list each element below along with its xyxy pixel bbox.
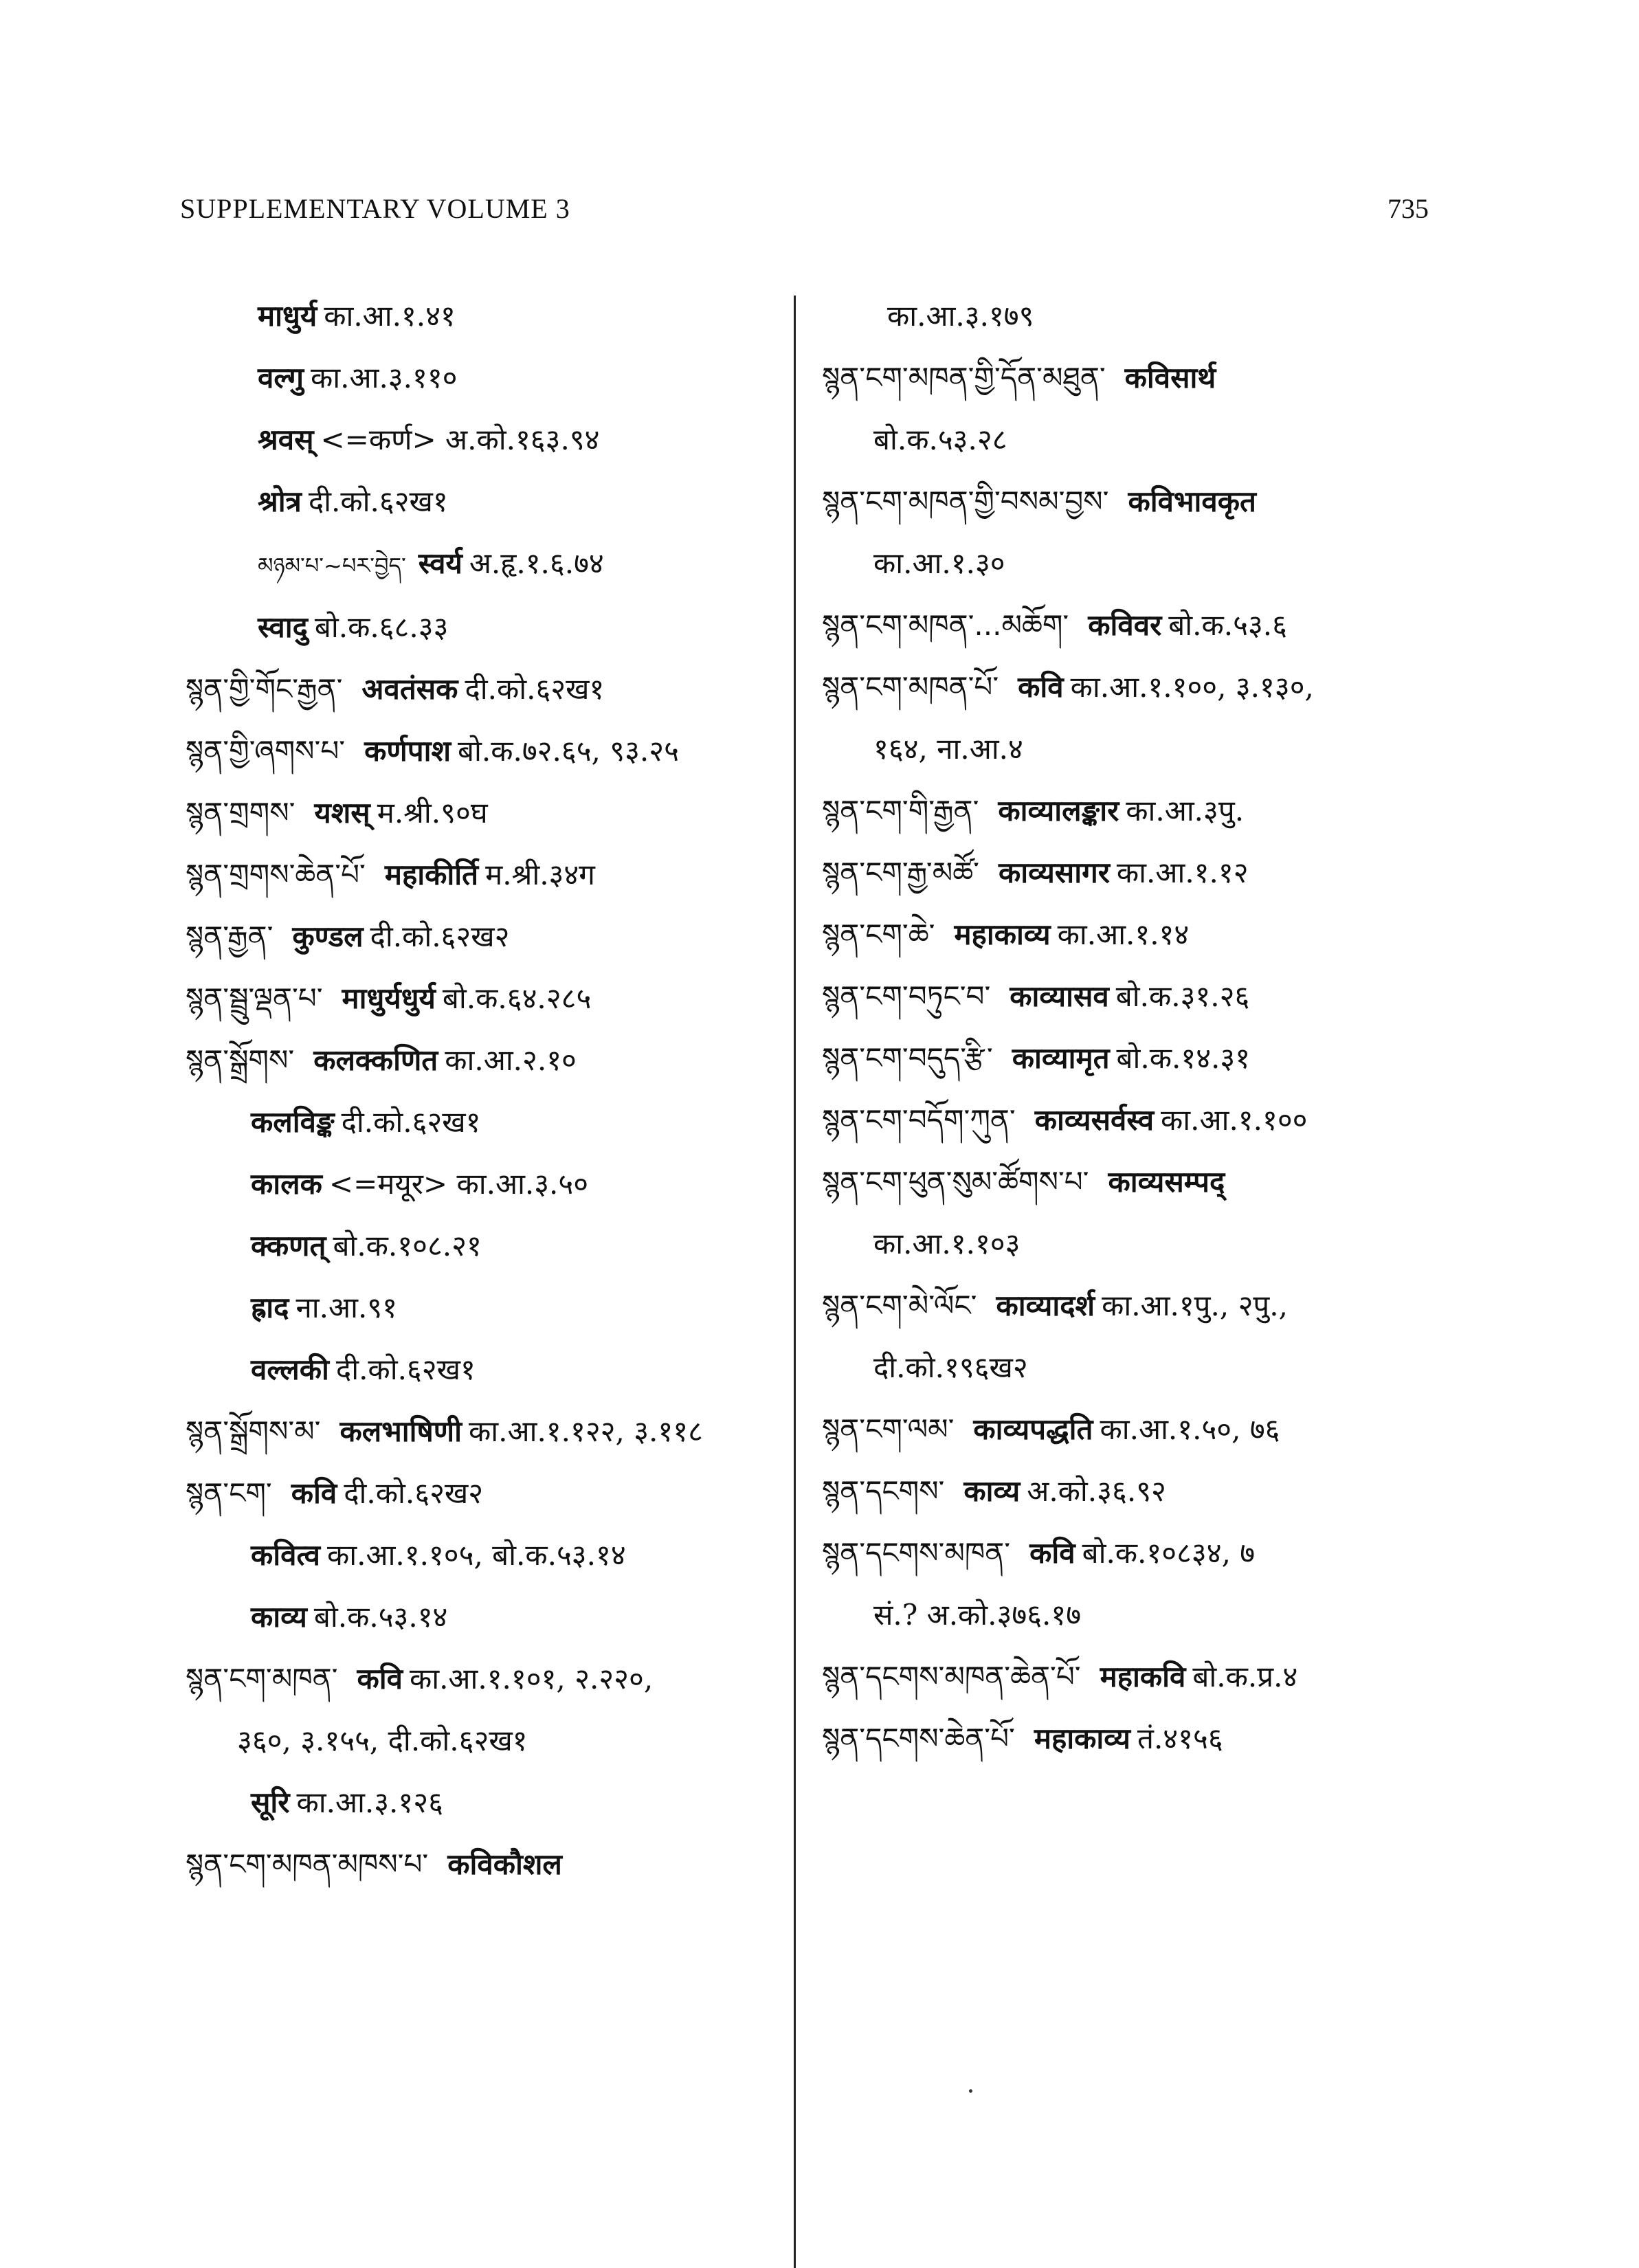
page-number: 735 xyxy=(1387,193,1429,224)
dictionary-entry xyxy=(186,1844,790,1885)
dictionary-entry xyxy=(186,357,790,399)
dictionary-entry xyxy=(822,1161,1440,1265)
tibetan-term: སྙན་གྱི་ཞགས་པ་ xyxy=(186,734,346,768)
sanskrit-headword: काव्य xyxy=(251,1600,307,1634)
dictionary-entry xyxy=(822,1471,1440,1512)
source-reference: बो.क.५३.६ xyxy=(1168,608,1287,642)
source-reference: बो.क.६८.३३ xyxy=(314,610,449,644)
tibetan-term: སྙན་གྲགས་ཆེན་པོ་ xyxy=(186,858,366,891)
dictionary-entry xyxy=(186,1102,790,1143)
source-reference: बो.क.१०८३४, ७ xyxy=(1082,1536,1256,1570)
tibetan-term: སྙན་ངག་བདོག་ཀུན་ xyxy=(822,1103,1016,1137)
source-reference: बो.क.१४.३१ xyxy=(1116,1041,1251,1075)
tibetan-term: སྙན་ངག་ xyxy=(186,1476,272,1510)
source-reference: दी.को.६२ख२ xyxy=(344,1476,484,1510)
reference-continuation: बो.क.५३.२८ xyxy=(873,423,1007,456)
tibetan-term: སྙན་ངག་ལམ་ xyxy=(822,1412,955,1446)
column-divider xyxy=(794,296,796,2268)
reference-continuation: सं.? अ.को.३७६.१७ xyxy=(873,1598,1082,1632)
tibetan-term: སྙན་ངག་མཁན་ xyxy=(186,1662,338,1696)
source-reference: ना.आ.९१ xyxy=(296,1291,397,1324)
dictionary-entry xyxy=(822,1533,1440,1636)
page-header xyxy=(180,192,1429,234)
sanskrit-headword: महाकाव्य xyxy=(954,918,1051,951)
sanskrit-headword: कलक्कणित xyxy=(313,1043,438,1077)
sanskrit-headword: कविवर xyxy=(1088,608,1162,642)
dictionary-entry xyxy=(822,1409,1440,1450)
tibetan-term: སྙན་གྲགས་ xyxy=(186,796,296,830)
sanskrit-headword: अवतंसक xyxy=(361,672,458,706)
scan-speck xyxy=(969,2089,972,2093)
tibetan-term: སྙན་དངགས་ཆེན་པོ་ xyxy=(822,1722,1015,1755)
dictionary-entry xyxy=(186,916,790,957)
source-reference: बो.क.३१.२६ xyxy=(1115,979,1250,1013)
sanskrit-headword: श्रवस् xyxy=(258,423,314,456)
tibetan-term: སྙན་སྒྲོགས་མ་ xyxy=(186,1414,321,1448)
sanskrit-headword: कालक xyxy=(251,1167,322,1201)
dictionary-entry xyxy=(822,667,1440,770)
source-reference: का.आ.१.१०५, बो.क.५३.१४ xyxy=(326,1538,626,1572)
dictionary-entry xyxy=(822,976,1440,1017)
dictionary-entry xyxy=(186,419,790,460)
sanskrit-headword: कुण्डल xyxy=(292,920,364,953)
sanskrit-headword: माधुर्य xyxy=(258,299,317,333)
source-reference: का.आ.१पु., २पु., xyxy=(1102,1289,1288,1322)
reference-continuation: १६४, ना.आ.४ xyxy=(873,732,1023,766)
tibetan-term: སྙན་ངག་རྒྱ་མཚོ་ xyxy=(822,856,979,889)
tibetan-term: སྙན་སྒྲོགས་ xyxy=(186,1043,295,1077)
source-reference: दी.को.६२ख१ xyxy=(341,1105,481,1139)
source-reference: का.आ.३.१२६ xyxy=(296,1786,443,1819)
reference-continuation: का.आ.१.३० xyxy=(873,546,1005,580)
tibetan-term: སྙན་གྱི་གོང་རྒྱན་ xyxy=(186,672,343,706)
dictionary-entry xyxy=(186,1349,790,1390)
reference-continuation: ३६०, ३.१५५, दी.को.६२ख१ xyxy=(237,1724,528,1757)
reference-continuation: का.आ.१.१०३ xyxy=(873,1227,1021,1260)
source-reference: दी.को.६२ख१ xyxy=(308,485,448,518)
sanskrit-headword: काव्यसागर xyxy=(998,856,1110,889)
source-reference: दी.को.६२ख२ xyxy=(370,920,510,953)
dictionary-entry xyxy=(822,1285,1440,1388)
source-reference: का.आ.३.१७९ xyxy=(887,299,1034,333)
source-reference: का.आ.१.१०१, २.२२०, xyxy=(409,1662,654,1696)
tibetan-term: སྙན་ངག་མཁན་མཁས་པ་ xyxy=(186,1847,429,1881)
dictionary-entry xyxy=(822,914,1440,955)
tibetan-term: སྙན་ངག་གི་རྒྱན་ xyxy=(822,794,979,827)
sanskrit-headword: कलविङ्क xyxy=(251,1105,335,1139)
dictionary-entry xyxy=(186,296,790,337)
dictionary-entry xyxy=(186,1535,790,1576)
source-reference: <=मयूर> का.आ.३.५० xyxy=(328,1167,589,1201)
dictionary-entry xyxy=(186,481,790,522)
source-reference: का.आ.१.४१ xyxy=(324,299,456,333)
tibetan-term: སྙན་ངག་ཕུན་སུམ་ཚོགས་པ་ xyxy=(822,1165,1089,1199)
source-reference: का.आ.१.५०, ७६ xyxy=(1100,1412,1280,1446)
source-reference: बो.क.१०८.२१ xyxy=(333,1229,482,1263)
sanskrit-headword: श्रोत्र xyxy=(258,485,302,518)
dictionary-entry xyxy=(186,1287,790,1328)
sanskrit-headword: कवि xyxy=(1029,1536,1075,1570)
source-reference: म.श्री.९०घ xyxy=(377,796,488,830)
sanskrit-headword: काव्यपद्धति xyxy=(973,1412,1093,1446)
tibetan-term: སྙན་རྒྱན་ xyxy=(186,920,274,953)
sanskrit-headword: काव्य xyxy=(963,1474,1021,1508)
dictionary-entry xyxy=(822,1718,1440,1759)
sanskrit-headword: कवि xyxy=(357,1662,403,1696)
sanskrit-headword: स्वर्य xyxy=(418,546,462,580)
source-reference: तं.४१५६ xyxy=(1137,1722,1223,1755)
dictionary-entry xyxy=(822,852,1440,893)
source-reference: दी.को.६२ख१ xyxy=(335,1353,476,1386)
sanskrit-headword: काव्यामृत xyxy=(1012,1041,1110,1075)
sanskrit-headword: कविभावकृत xyxy=(1128,485,1256,518)
source-reference: दी.को.६२ख१ xyxy=(465,672,605,706)
tibetan-term: སྙན་ངག་མཁན་པོ་ xyxy=(822,670,999,704)
source-reference: बो.क.७२.६५, ९३.२५ xyxy=(458,734,679,768)
dictionary-entry xyxy=(186,1658,790,1761)
sanskrit-headword: काव्यादर्श xyxy=(996,1289,1095,1322)
source-reference: का.आ.१.१००, ३.१३०, xyxy=(1070,670,1314,704)
dictionary-entry xyxy=(186,1597,790,1638)
source-reference: का.आ.१.१२२, ३.११८ xyxy=(469,1414,703,1448)
sanskrit-headword: वल्लकी xyxy=(251,1353,329,1386)
left-column xyxy=(186,296,790,1906)
tibetan-term: སྙན་དངགས་ xyxy=(822,1474,945,1508)
sanskrit-headword: काव्यालङ्कार xyxy=(998,794,1119,827)
sanskrit-headword: महाकाव्य xyxy=(1034,1722,1131,1755)
dictionary-entry xyxy=(186,792,790,834)
tibetan-term: སྙན་དངགས་མཁན་ xyxy=(822,1536,1011,1570)
tibetan-term: སྙན་ངག་མཁན་གྱི་བསམ་བྱས་ xyxy=(822,485,1109,518)
right-column xyxy=(822,296,1440,1780)
dictionary-entry xyxy=(822,605,1440,646)
sanskrit-headword: महाकीर्ति xyxy=(384,858,479,891)
source-reference: का.आ.३.११० xyxy=(311,361,458,394)
tibetan-term: སྙན་ངག་མཁན་གྱི་དོན་མཐུན་ xyxy=(822,361,1106,394)
sanskrit-headword: कवि xyxy=(1018,670,1064,704)
sanskrit-headword: माधुर्यधुर्य xyxy=(342,981,436,1015)
dictionary-entry xyxy=(186,607,790,648)
sanskrit-headword: कविकौशल xyxy=(447,1847,562,1881)
sanskrit-headword: महाकवि xyxy=(1100,1660,1186,1693)
tibetan-term: སྙན་ངག་ཆེ་ xyxy=(822,918,935,951)
dictionary-entry xyxy=(186,1225,790,1267)
source-reference: का.आ.१.१४ xyxy=(1057,918,1190,951)
source-reference: का.आ.३पु. xyxy=(1126,794,1245,827)
source-reference: बो.क.६४.२८५ xyxy=(442,981,592,1015)
dictionary-entry xyxy=(186,1782,790,1823)
source-reference: का.आ.२.१० xyxy=(445,1043,577,1077)
reference-continuation: दी.को.१९६ख२ xyxy=(873,1350,1028,1384)
sanskrit-headword: कर्णपाश xyxy=(364,734,451,768)
dictionary-entry xyxy=(186,1164,790,1205)
source-reference: का.आ.१.१०० xyxy=(1161,1103,1308,1137)
sanskrit-headword: कविसार्थ xyxy=(1124,361,1216,394)
tibetan-term: སྙན་ངག་མེ་ལོང་ xyxy=(822,1289,977,1322)
sanskrit-headword: कवित्व xyxy=(251,1538,320,1572)
dictionary-entry xyxy=(186,1473,790,1514)
dictionary-entry xyxy=(822,1656,1440,1698)
sanskrit-headword: कलभाषिणी xyxy=(339,1414,462,1448)
source-reference: <=कर्ण> अ.को.१६३.९४ xyxy=(320,423,600,456)
dictionary-entry xyxy=(186,978,790,1019)
sanskrit-headword: सूरि xyxy=(251,1786,290,1819)
source-reference: अ.को.३६.९२ xyxy=(1027,1474,1166,1508)
source-reference: म.श्री.३४ग xyxy=(485,858,595,891)
dictionary-entry xyxy=(186,731,790,772)
dictionary-entry xyxy=(822,481,1440,584)
source-reference: का.आ.१.१२ xyxy=(1116,856,1249,889)
sanskrit-headword: काव्यसर्वस्व xyxy=(1034,1103,1155,1137)
dictionary-entry xyxy=(186,854,790,896)
sanskrit-headword: काव्यासव xyxy=(1010,979,1109,1013)
tibetan-term: མཉམ་པ་~པར་བྱེད་ xyxy=(258,553,406,579)
sanskrit-headword: स्वादु xyxy=(258,610,308,644)
tibetan-term: སྙན་ངག་བཏུང་བ་ xyxy=(822,979,991,1013)
tibetan-term: སྙན་དངགས་མཁན་ཆེན་པོ་ xyxy=(822,1660,1081,1693)
dictionary-entry xyxy=(186,1411,790,1452)
dictionary-entry xyxy=(822,790,1440,832)
dictionary-entry xyxy=(186,543,790,586)
dictionary-entry xyxy=(822,357,1440,460)
sanskrit-headword: ह्राद xyxy=(251,1291,289,1324)
sanskrit-headword: क्कणत् xyxy=(251,1229,326,1263)
running-head: SUPPLEMENTARY VOLUME 3 xyxy=(180,193,570,224)
sanskrit-headword: यशस् xyxy=(314,796,370,830)
source-reference: बो.क.प्र.४ xyxy=(1192,1660,1298,1693)
tibetan-term: སྙན་ངག་བདུད་རྩི་ xyxy=(822,1041,993,1075)
dictionary-entry xyxy=(822,296,1440,337)
tibetan-term: སྙན་སྦྲུ་ལྡན་པ་ xyxy=(186,981,323,1015)
tibetan-term: སྙན་ངག་མཁན་...མཆོག་ xyxy=(822,608,1069,642)
source-reference: बो.क.५३.१४ xyxy=(313,1600,448,1634)
dictionary-entry xyxy=(186,1040,790,1081)
sanskrit-headword: वल्गु xyxy=(258,361,304,394)
dictionary-entry xyxy=(822,1038,1440,1079)
source-reference: अ.हृ.१.६.७४ xyxy=(469,546,604,580)
dictionary-entry xyxy=(186,669,790,710)
sanskrit-headword: कवि xyxy=(291,1476,337,1510)
dictionary-entry xyxy=(822,1100,1440,1141)
sanskrit-headword: काव्यसम्पद् xyxy=(1108,1165,1225,1199)
